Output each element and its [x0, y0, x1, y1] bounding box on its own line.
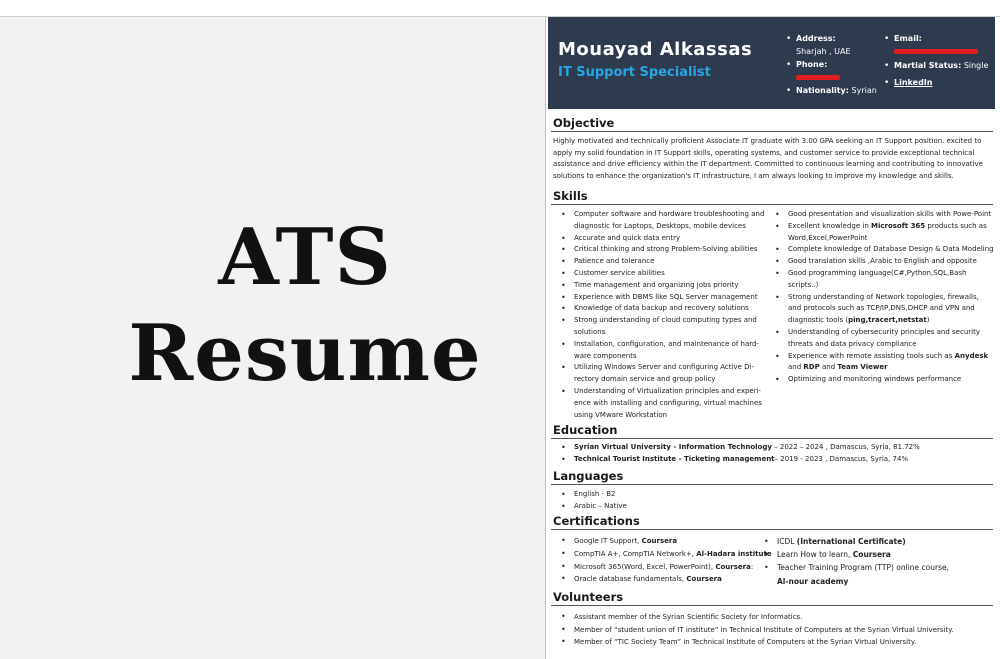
certs-left-list: [550, 535, 772, 586]
phone-redacted: [786, 72, 886, 84]
resume-document: [545, 17, 1000, 659]
volunteers-rule: [551, 605, 993, 606]
cert-issuer: Al-Hadara institute: [696, 549, 772, 558]
cert-text: Oracle database fundamentals,: [574, 575, 687, 584]
certification-item: [550, 548, 772, 561]
cert-text: ICDL: [777, 537, 797, 546]
cert-tail: :: [750, 562, 754, 571]
cert-issuer: Coursera: [715, 562, 751, 571]
education-heading: Education: [553, 423, 618, 437]
skill-item: • Experience with DBMS like SQL Server management: [550, 292, 772, 304]
objective-heading: Objective: [553, 116, 615, 130]
skills-rule: [551, 204, 993, 205]
cert-issuer: Coursera: [852, 550, 891, 560]
skills-left-list: [550, 209, 772, 421]
skill-item: • Computer software and hardware troubleshooting and diagnostic for Laptops, Desktops, mobile devices: [550, 209, 772, 233]
education-school: Technical Tourist Institute - Ticketing management: [574, 454, 775, 463]
skill-item: • Optimizing and monitoring windows performance: [764, 374, 994, 386]
address-value: Sharjah , UAE: [796, 47, 851, 56]
cert-text: Learn How to learn,: [777, 550, 853, 560]
skill-item: • Excellent knowledge in Microsoft 365 products such as Word,Excel,PowerPoint: [764, 221, 994, 245]
certifications-rule: [551, 529, 993, 530]
certs-right-list: [750, 535, 953, 588]
language-item: • Arabic – Native: [550, 501, 990, 513]
certification-item: [753, 535, 953, 548]
ats-resume-title: [0, 210, 610, 402]
languages-rule: [551, 484, 993, 485]
skill-item: • Critical thinking and strong Problem-Solving abilities: [550, 244, 772, 256]
skill-item: • Installation, configuration, and maintenance of hard-ware components: [550, 339, 772, 363]
education-list: [550, 442, 990, 466]
certification-item: [750, 561, 953, 587]
skill-item: • Time management and organizing jobs priority: [550, 280, 772, 292]
cert-text: Google IT Support,: [574, 537, 642, 545]
contact-column-1: [786, 33, 886, 98]
language-item: • English - B2: [550, 489, 990, 501]
education-detail: – 2022 – 2024 , Damascus, Syria, 81.72%: [771, 443, 920, 451]
linkedin-link[interactable]: LinkedIn: [894, 78, 933, 87]
contact-column-2: [884, 33, 994, 90]
skill-item: • Strong understanding of Network topologies, firewalls, and protocols such as TCP/IP,DNS,DHCP and VPN and diagnostic tools (ping,tracert,netstat): [764, 292, 994, 327]
skill-item: • Accurate and quick data entry: [550, 233, 772, 245]
cert-text: Teacher Training Program (TTP) online course,: [777, 563, 949, 573]
skill-item: • Patience and tolerance: [550, 256, 772, 268]
volunteers-list: [550, 611, 990, 649]
skill-item: • Good programming language(C#,Python,SQL,Bash scripts..): [764, 268, 994, 292]
certifications-heading: Certifications: [553, 514, 640, 528]
education-school: Syrian Virtual University - Information Technology: [574, 443, 772, 451]
cert-issuer: Al-nour academy: [777, 576, 849, 586]
volunteers-heading: Volunteers: [553, 590, 624, 604]
cert-issuer: (International Certificate): [796, 537, 906, 546]
volunteer-item: • Assistant member of the Syrian Scientific Society for Informatics.: [550, 611, 990, 624]
certification-item: [753, 548, 953, 561]
education-rule: [551, 438, 993, 439]
skill-item: • Good translation skills ,Arabic to English and opposite: [764, 256, 994, 268]
education-detail: – 2019 - 2023 , Damascus, Syria, 74%: [774, 454, 909, 463]
objective-rule: [551, 131, 993, 132]
linkedin-row: [884, 77, 994, 89]
email-row: • Email:: [884, 33, 994, 45]
skill-item: • Knowledge of data backup and recovery solutions: [550, 303, 772, 315]
email-redacted: [884, 46, 994, 58]
title-line-1: ATS: [218, 212, 392, 303]
education-item: [550, 454, 990, 466]
marital-row: • Martial Status: Single: [884, 60, 994, 72]
skill-item: • Understanding of Virtualization principles and experi-ence with installing and configuring, virtual machines using VMware Workstation: [550, 386, 772, 421]
certification-item: [550, 535, 772, 548]
skill-item: • Strong understanding of cloud computing types and solutions: [550, 315, 772, 339]
cert-issuer: Coursera: [686, 575, 722, 584]
languages-heading: Languages: [553, 469, 624, 483]
resume-header: [548, 17, 995, 109]
skill-item: • Understanding of cybersecurity principles and security threats and data privacy compliance: [764, 327, 994, 351]
objective-text: Highly motivated and technically proficient Associate IT graduate with 3.00 GPA seeking an IT Support position. excited to apply my solid foundation in IT Support skills, operating systems, and customer service to provide exceptional technical assistance and drive efficiency within the IT department. Committed to continuous learning and contributing to innovative solutions to enhance the organization's IT infrastructure, I am always looking to improve my knowledge and skills.: [553, 137, 983, 180]
skill-item: • Complete knowledge of Database Design & Data Modeling: [764, 244, 994, 256]
skill-item: • Customer service abilities: [550, 268, 772, 280]
title-line-2: Resume: [128, 308, 482, 399]
skill-item: • Experience with remote assisting tools such as Anydesk and RDP and Team Viewer: [764, 351, 994, 375]
certification-item: [550, 561, 772, 574]
certification-item: [550, 573, 772, 586]
candidate-role: IT Support Specialist: [558, 65, 711, 80]
skills-heading: Skills: [553, 189, 588, 203]
phone-row: • Phone:: [786, 59, 886, 71]
languages-list: [550, 489, 990, 513]
education-item: [550, 442, 990, 454]
skills-right-list: [764, 209, 994, 386]
candidate-name: Mouayad Alkassas: [558, 39, 753, 60]
cert-text: Microsoft 365(Word, Excel, PowerPoint),: [574, 562, 716, 571]
nationality-row: • Nationality: Syrian: [786, 85, 886, 97]
cert-text: CompTIA A+, CompTIA Network+,: [574, 549, 697, 558]
skill-item: • Utilizing Windows Server and configuring Active Di-rectory domain service and group policy: [550, 362, 772, 386]
address-row: • Address:: [786, 33, 886, 45]
volunteer-item: • Member of “TIC Society Team” in Technical Institute of Computers at the Syrian Virtual University.: [550, 636, 990, 649]
volunteer-item: • Member of “student union of IT institute” in Technical Institute of Computers at the Syrian Virtual University.: [550, 624, 990, 637]
cert-issuer: Coursera: [641, 537, 678, 545]
skill-item: • Good presentation and visualization skills with Powe-Point: [764, 209, 994, 221]
